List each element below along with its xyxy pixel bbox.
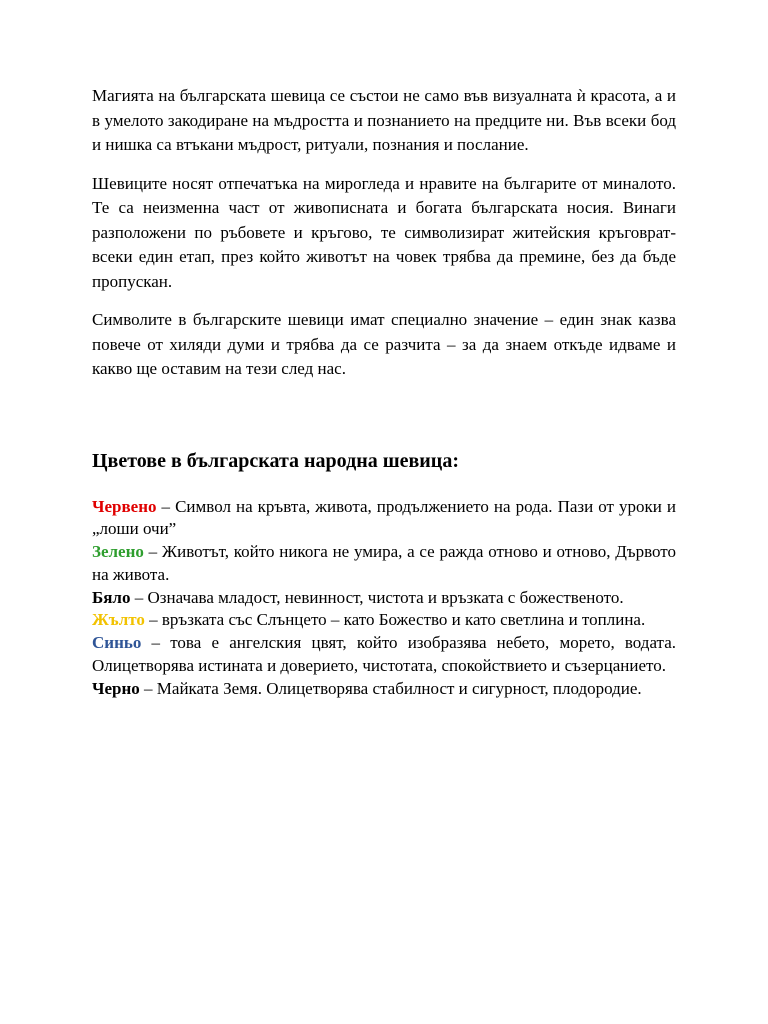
section-heading: Цветове в българската народна шевица:: [92, 449, 459, 472]
color-entry-white: [92, 587, 676, 610]
color-entry-black: [92, 678, 676, 701]
intro-paragraph-1: Магията на българската шевица се състои не само във визуалната ѝ красота, а и в умелото закодиране на мъдростта и познанието на предците ни. Във всеки бод и нишка са втъкани мъдрост, ритуали, познания и послание.: [92, 86, 676, 154]
intro-paragraph-3: Символите в българските шевици имат специално значение – един знак казва повече от хиляди думи и трябва да се разчита – за да знаем откъде идваме и какво ще оставим на тези след нас.: [92, 310, 676, 378]
color-name-white: Бяло: [92, 587, 131, 607]
color-description-red: – Символ на кръвта, живота, продължението на рода. Пази от уроки и „лоши очи”: [92, 496, 676, 539]
color-entry-green: [92, 541, 676, 587]
color-entry-blue: [92, 632, 676, 678]
color-description-green: – Животът, който никога не умира, а се ражда отново и отново, Дървото на живота.: [92, 542, 676, 584]
color-entry-red: [92, 496, 676, 542]
color-description-white: – Означава младост, невинност, чистота и връзката с божественото.: [130, 587, 624, 607]
color-name-yellow: Жълто: [92, 610, 145, 630]
color-list: [92, 496, 676, 701]
document-page: [92, 84, 676, 701]
color-name-green: Зелено: [92, 542, 144, 562]
color-description-black: – Майката Земя. Олицетворява стабилност и сигурност, плодородие.: [139, 678, 642, 698]
intro-paragraph-2: Шевиците носят отпечатъка на мирогледа и нравите на българите от миналото. Те са неизменна част от живописната и богата българската носия. Винаги разположени по ръбовете и кръгово, те символизират житейския кръговрат-всеки един етап, през който животът на човек трябва да премине, без да бъде пропускан.: [92, 173, 676, 291]
color-description-yellow: – връзката със Слънцето – като Божество и като светлина и топлина.: [144, 610, 646, 630]
color-name-red: Червено: [92, 496, 157, 516]
color-entry-yellow: [92, 609, 676, 632]
color-name-black: Черно: [92, 678, 140, 698]
color-description-blue: – това е ангелския цвят, който изобразява небето, морето, водата. Олицетворява истината и доверието, чистотата, спокойствието и съзерцанието.: [92, 633, 676, 676]
color-name-blue: Синьо: [92, 633, 142, 653]
